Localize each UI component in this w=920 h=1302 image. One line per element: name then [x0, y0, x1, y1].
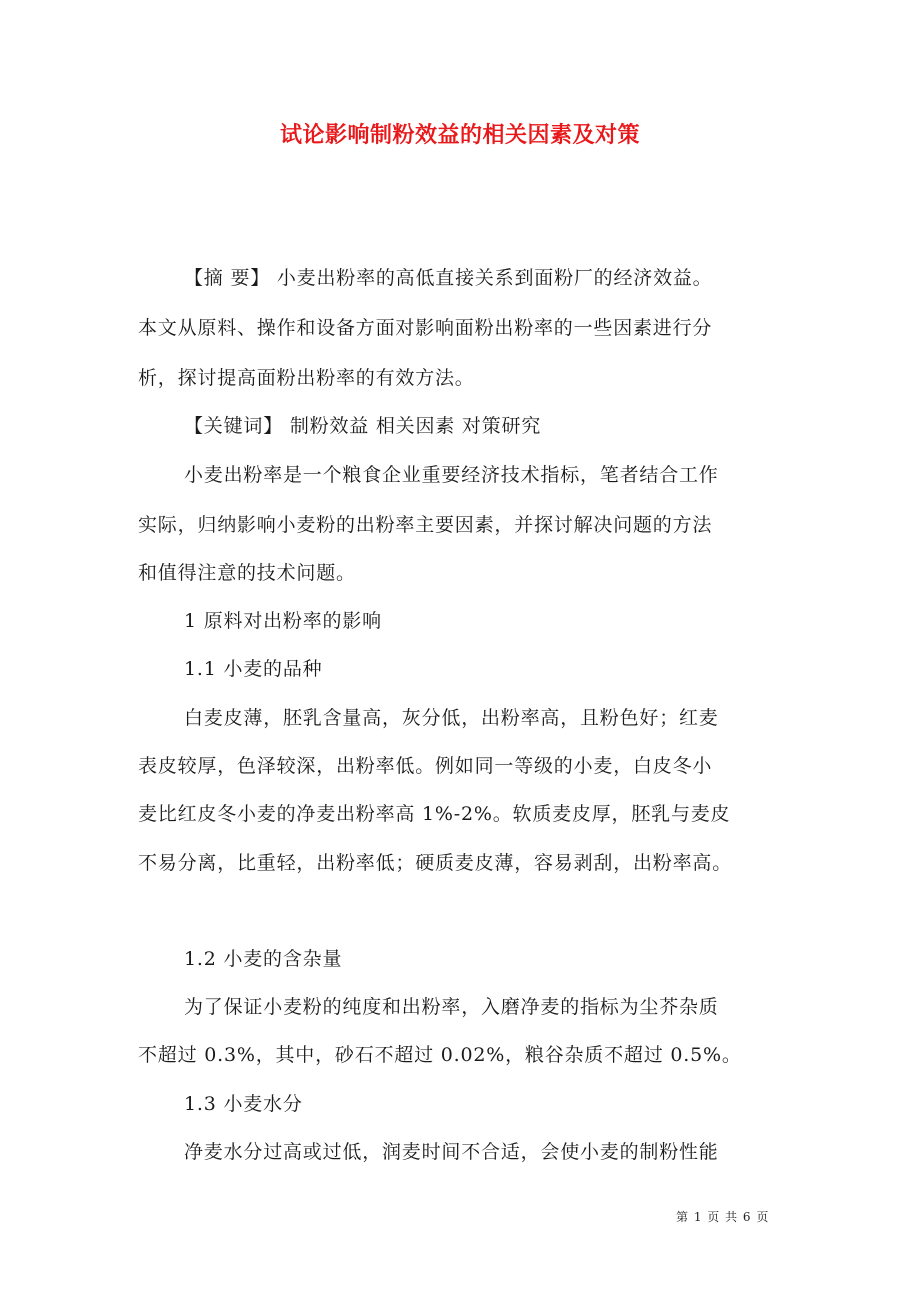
body-line-1: 白麦皮薄，胚乳含量高，灰分低，出粉率高，且粉色好；红麦 — [184, 707, 719, 729]
body-line-7: 净麦水分过高或过低，润麦时间不合适，会使小麦的制粉性能 — [184, 1141, 719, 1163]
page-footer: 第 1 页 共 6 页 — [676, 1210, 770, 1224]
abstract-line-2: 本文从原料、操作和设备方面对影响面粉出粉率的一些因素进行分 — [138, 317, 713, 339]
subsection-heading-1-1: 1.1 小麦的品种 — [184, 658, 323, 680]
subsection-heading-1-2: 1.2 小麦的含杂量 — [184, 948, 343, 970]
body-line-4: 不易分离，比重轻，出粉率低；硬质麦皮薄，容易剥刮，出粉率高。 — [138, 852, 733, 874]
intro-line-1: 小麦出粉率是一个粮食企业重要经济技术指标，笔者结合工作 — [184, 464, 719, 486]
intro-line-3: 和值得注意的技术问题。 — [138, 562, 356, 584]
intro-line-2: 实际，归纳影响小麦粉的出粉率主要因素，并探讨解决问题的方法 — [138, 514, 713, 536]
subsection-heading-1-3: 1.3 小麦水分 — [184, 1093, 303, 1115]
section-heading-1: 1 原料对出粉率的影响 — [184, 610, 382, 632]
keywords-line: 【关键词】 制粉效益 相关因素 对策研究 — [184, 415, 542, 437]
abstract-line-3: 析，探讨提高面粉出粉率的有效方法。 — [138, 367, 475, 389]
document-title: 试论影响制粉效益的相关因素及对策 — [279, 122, 640, 148]
body-line-2: 表皮较厚，色泽较深，出粉率低。例如同一等级的小麦，白皮冬小 — [138, 755, 713, 777]
abstract-line-1: 【摘 要】 小麦出粉率的高低直接关系到面粉厂的经济效益。 — [184, 267, 713, 289]
body-line-6: 不超过 0.3%，其中，砂石不超过 0.02%，粮谷杂质不超过 0.5%。 — [138, 1044, 742, 1066]
body-line-3: 麦比红皮冬小麦的净麦出粉率高 1%-2%。软质麦皮厚，胚乳与麦皮 — [138, 803, 731, 825]
body-line-5: 为了保证小麦粉的纯度和出粉率，入磨净麦的指标为尘芥杂质 — [184, 996, 719, 1018]
